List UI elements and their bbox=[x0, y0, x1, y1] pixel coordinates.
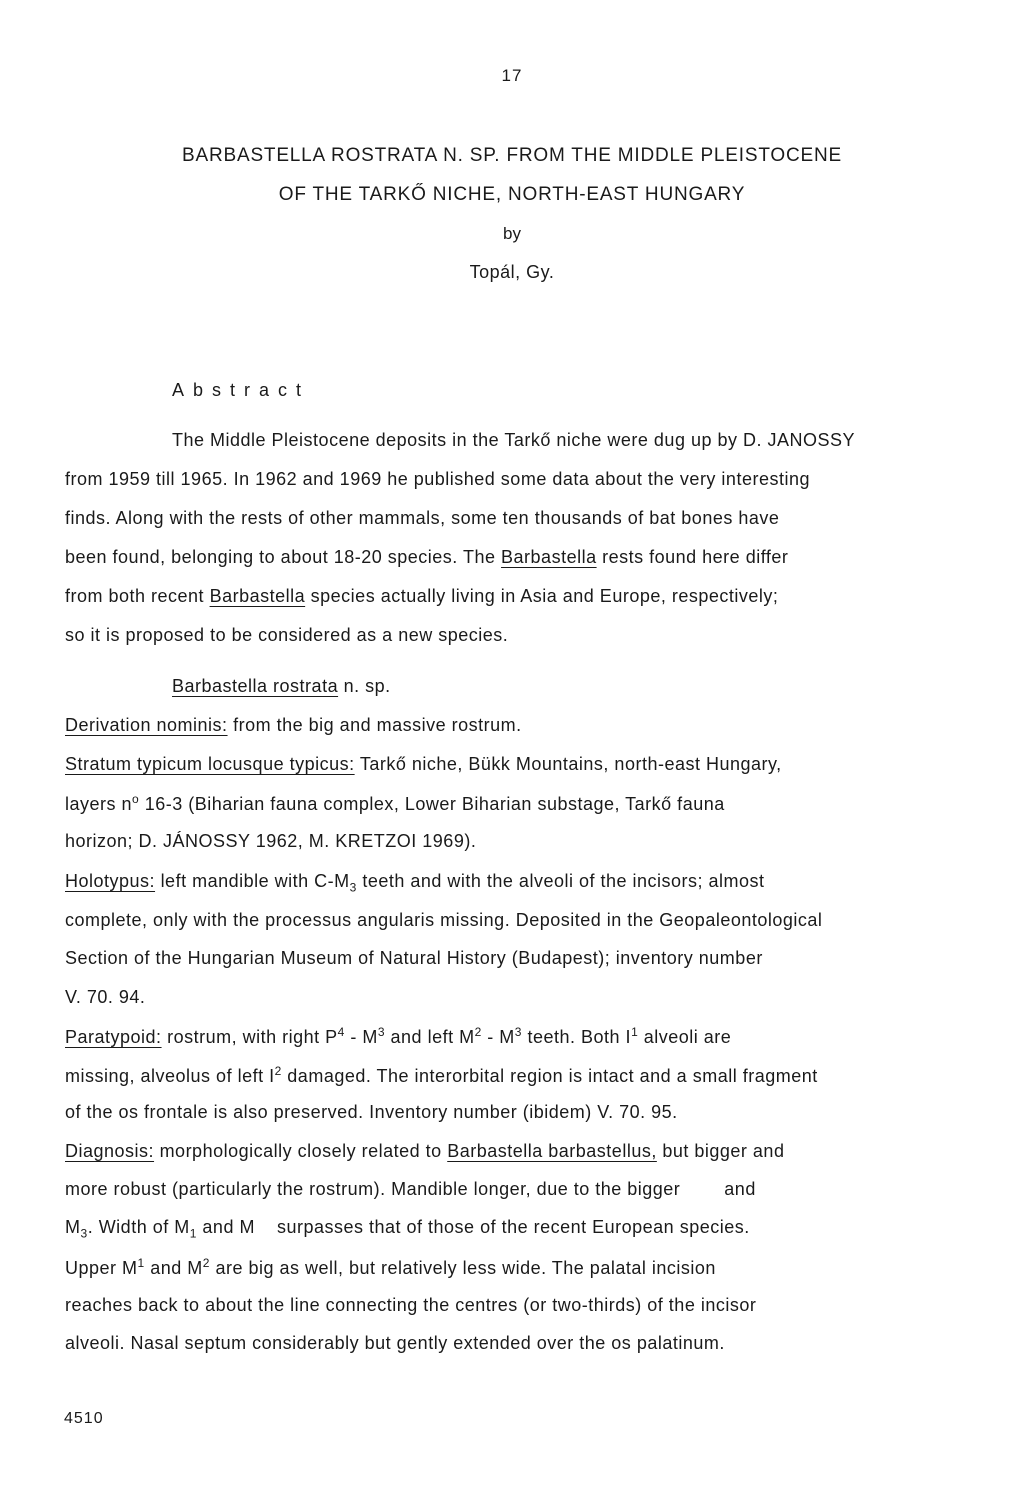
derivation-label: Derivation nominis: bbox=[65, 715, 228, 735]
diagnosis-l3-a: M bbox=[65, 1217, 81, 1237]
diagnosis-l4-a: Upper M bbox=[65, 1258, 138, 1278]
paratypoid-sup4: 3 bbox=[514, 1025, 522, 1039]
diagnosis-l4-b: and M bbox=[150, 1258, 203, 1278]
paratypoid-sup2: 3 bbox=[377, 1025, 386, 1039]
diagnosis-line-5: reaches back to about the line connecting the centres (or two-thirds) of the incisor bbox=[65, 1295, 757, 1315]
diagnosis-l4-c: are big as well, but relatively less wide. The palatal incision bbox=[215, 1258, 716, 1278]
holotypus-sub: 3 bbox=[349, 880, 357, 895]
diagnosis-l4-sup1: 1 bbox=[137, 1256, 145, 1270]
holotypus-label: Holotypus: bbox=[65, 871, 156, 891]
abstract-line-4-b: The bbox=[462, 547, 496, 567]
byline-by: by bbox=[503, 224, 521, 243]
holotypus-b: teeth and with the alveoli of the incisors; almost bbox=[362, 871, 765, 891]
paratypoid-l2-sup: 2 bbox=[274, 1064, 282, 1078]
genus-name-2: Barbastella bbox=[209, 586, 306, 606]
footer-number: 4510 bbox=[64, 1410, 104, 1427]
genus-name: Barbastella bbox=[501, 547, 597, 567]
stratum-line-1 bbox=[65, 754, 782, 775]
paratypoid-d: - M bbox=[487, 1027, 515, 1047]
derivation-line bbox=[65, 715, 522, 736]
paratypoid-a: rostrum, with right P bbox=[167, 1027, 338, 1047]
paratypoid-line-3: of the os frontale is also preserved. Inventory number (ibidem) V. 70. 95. bbox=[65, 1102, 678, 1122]
abstract-line-5-c: species actually living in Asia and Europe, respectively; bbox=[310, 586, 779, 606]
holotypus-line-2: complete, only with the processus angularis missing. Deposited in the Geopaleontological bbox=[65, 910, 823, 930]
abstract-line-4-a: been found, belonging to about 18-20 species. bbox=[65, 547, 458, 567]
stratum-l2-sup: o bbox=[132, 792, 140, 806]
diagnosis-a: morphologically closely related to bbox=[159, 1141, 442, 1161]
abstract-line-5 bbox=[65, 586, 778, 607]
abstract-line-2: from 1959 till 1965. In 1962 and 1969 he published some data about the very interesting bbox=[65, 469, 810, 489]
stratum-l2-b: 16-3 (Biharian fauna complex, Lower Biharian substage, Tarkő fauna bbox=[144, 794, 725, 814]
diagnosis-line-1 bbox=[65, 1141, 784, 1162]
holotypus-a: left mandible with C-M bbox=[160, 871, 350, 891]
diagnosis-l4-sup2: 2 bbox=[202, 1256, 210, 1270]
holotypus-line-1 bbox=[65, 871, 765, 895]
abstract-line-3: finds. Along with the rests of other mammals, some ten thousands of bat bones have bbox=[65, 508, 780, 528]
holotypus-line-4: V. 70. 94. bbox=[65, 987, 146, 1007]
paratypoid-label: Paratypoid: bbox=[65, 1027, 162, 1047]
diagnosis-line-4 bbox=[65, 1256, 716, 1279]
stratum-line-2 bbox=[65, 792, 725, 815]
diagnosis-l3-c: and M surpasses that of those of the recent European species. bbox=[202, 1217, 750, 1237]
abstract-line-4 bbox=[65, 547, 788, 568]
stratum-text: Tarkő niche, Bükk Mountains, north-east Hungary, bbox=[359, 754, 782, 774]
paratypoid-line-1 bbox=[65, 1025, 731, 1048]
paratypoid-c: and left M bbox=[390, 1027, 475, 1047]
diagnosis-label: Diagnosis: bbox=[65, 1141, 155, 1161]
stratum-label: Stratum typicum locusque typicus: bbox=[65, 754, 355, 774]
abstract-line-6: so it is proposed to be considered as a new species. bbox=[65, 625, 509, 645]
diagnosis-line-6: alveoli. Nasal septum considerably but gently extended over the os palatinum. bbox=[65, 1333, 725, 1353]
paratypoid-sup1: 4 bbox=[337, 1025, 345, 1039]
holotypus-line-3: Section of the Hungarian Museum of Natural History (Budapest); inventory number bbox=[65, 948, 763, 968]
title-line-2: OF THE TARKŐ NICHE, NORTH-EAST HUNGARY bbox=[278, 184, 746, 205]
diagnosis-l3-b: . Width of M bbox=[87, 1217, 190, 1237]
abstract-line-1: The Middle Pleistocene deposits in the Tarkő niche were dug up by D. JANOSSY bbox=[172, 430, 856, 450]
species-name: Barbastella rostrata bbox=[172, 676, 339, 696]
author: Topál, Gy. bbox=[469, 262, 555, 282]
stratum-l2-a: layers n bbox=[65, 794, 133, 814]
paratypoid-line-2 bbox=[65, 1064, 818, 1087]
species-suffix: n. sp. bbox=[343, 676, 391, 696]
abstract-heading: Abstract bbox=[172, 380, 311, 400]
diagnosis-b: but bigger and bbox=[662, 1141, 785, 1161]
stratum-line-3: horizon; D. JÁNOSSY 1962, M. KRETZOI 1969). bbox=[65, 831, 477, 851]
derivation-text: from the big and massive rostrum. bbox=[233, 715, 522, 735]
diagnosis-species: Barbastella barbastellus, bbox=[447, 1141, 657, 1161]
paratypoid-b: - M bbox=[350, 1027, 378, 1047]
title-line-1: BARBASTELLA ROSTRATA N. SP. FROM THE MIDDLE PLEISTOCENE bbox=[182, 145, 842, 166]
diagnosis-line-3 bbox=[65, 1217, 750, 1241]
paratypoid-f: alveoli are bbox=[643, 1027, 732, 1047]
diagnosis-l3-sub2: 1 bbox=[189, 1226, 197, 1241]
species-heading bbox=[172, 676, 391, 697]
paratypoid-l2-a: missing, alveolus of left I bbox=[65, 1066, 275, 1086]
page-number: 17 bbox=[501, 66, 523, 85]
abstract-line-4-c: rests found here differ bbox=[602, 547, 789, 567]
paratypoid-e: teeth. Both I bbox=[527, 1027, 632, 1047]
diagnosis-line-2: more robust (particularly the rostrum). Mandible longer, due to the bigger and bbox=[65, 1179, 756, 1199]
abstract-line-5-a: from both recent bbox=[65, 586, 205, 606]
paratypoid-sup3: 2 bbox=[474, 1025, 482, 1039]
paratypoid-sup5: 1 bbox=[631, 1025, 639, 1039]
diagnosis-l3-sub: 3 bbox=[80, 1226, 88, 1241]
paratypoid-l2-b: damaged. The interorbital region is intact and a small fragment bbox=[287, 1066, 818, 1086]
